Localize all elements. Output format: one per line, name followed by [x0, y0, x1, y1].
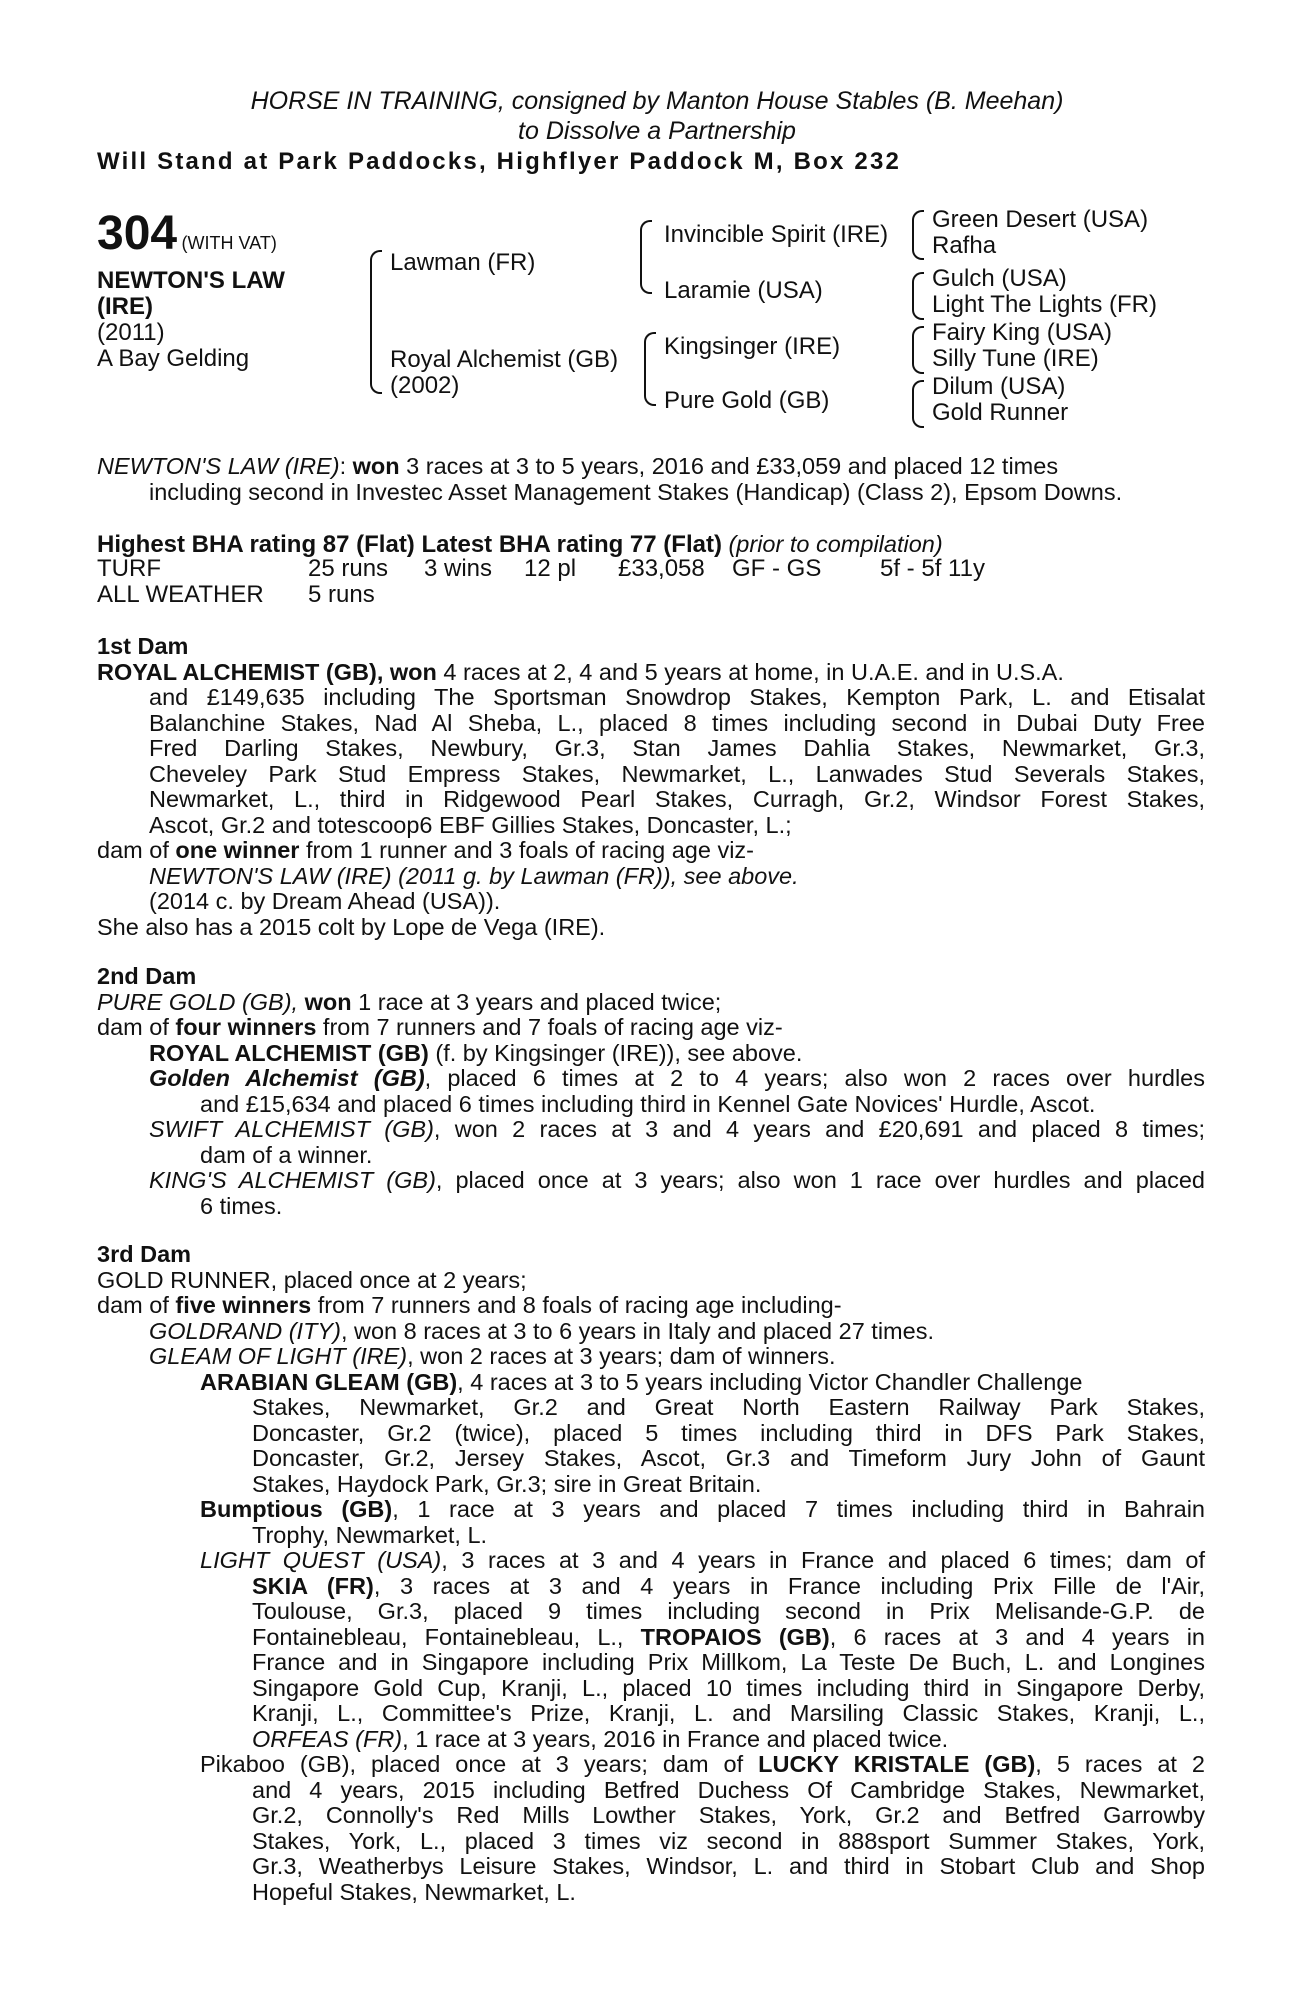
- turf-label: TURF: [97, 555, 161, 582]
- pedigree-brace-sire: [640, 220, 652, 294]
- third-dam-section: 3rd Dam GOLD RUNNER, placed once at 2 years; dam of five winners from 7 runners and 8 foals of racing age including- GOLDRAND (ITY), won 8 races at 3 to 6 years in Italy and placed 27 times. GLEAM OF LIGHT (IRE), won 2 races at 3 years; dam of winners. ARABIAN GLEAM (GB), 4 races at 3 to 5 years including Victor Chandler Challenge Stakes, Newmarket, Gr.2 and Great North Eastern Railway Park Stakes, Doncaster, Gr.2 (twice), placed 5 times including third in DFS Park Stakes, Doncaster, Gr.2, Jersey Stakes, Ascot, Gr.3 and Timeform Jury John of Gaunt Stakes, Haydock Park, Gr.3; sire in Great Britain. Bumptious (GB), 1 race at 3 years and placed 7 times including third in Bahrain Trophy, Newmarket, L. LIGHT QUEST (USA), 3 races at 3 and 4 years in France and placed 6 times; dam of SKIA (FR), 3 races at 3 and 4 years in France including Prix Fille de l'Air, Toulouse, Gr.3, placed 9 times including second in Prix Melisande-G.P. de Fontainebleau, Fontainebleau, L., TROPAIOS (GB), 6 races at 3 and 4 years in France and in Singapore including Prix Millkom, La Teste De Buch, L. and Longines Singapore Gold Cup, Kranji, L., placed 10 times including third in Singapore Derby, Kranji, L., Committee's Prize, Kranji, L. and Marsiling Classic Stakes, Kranji, L., ORFEAS (FR), 1 race at 3 years, 2016 in France and placed twice. Pikaboo (GB), placed once at 3 years; dam of LUCKY KRISTALE (GB), 5 races at 2 and 4 years, 2015 including Betfred Duchess Of Cambridge Stakes, Newmarket, Gr.2, Connolly's Red Mills Lowther Stakes, York, Gr.2 and Betfred Garrowby Stakes, York, L., placed 3 times viz second in 888sport Summer Stakes, York, Gr.3, Weatherbys Leisure Stakes, Windsor, L. and third in Stobart Club and Shop Hopeful Stakes, Newmarket, L.: [97, 1241, 1206, 1905]
- pedigree-g6: Silly Tune (IRE): [932, 345, 1099, 372]
- turf-wins: 3 wins: [424, 555, 493, 582]
- header-subtitle: to Dissolve a Partnership: [518, 117, 796, 145]
- pedigree-dam-sire: Kingsinger (IRE): [664, 333, 841, 360]
- turf-distance: 5f - 5f 11y: [880, 555, 985, 582]
- pedigree-dam: Royal Alchemist (GB): [390, 346, 619, 373]
- second-dam-section: 2nd Dam PURE GOLD (GB), won 1 race at 3 years and placed twice; dam of four winners from 7 runners and 7 foals of racing age viz- ROYAL ALCHEMIST (GB) (f. by Kingsinger (IRE)), see above. Golden Alchemist (GB), placed 6 times at 2 to 4 years; also won 2 races over hurdles and £15,634 and placed 6 times including third in Kennel Gate Novices' Hurdle, Ascot. SWIFT ALCHEMIST (GB), won 2 races at 3 and 4 years and £20,691 and placed 8 times; dam of a winner. KING'S ALCHEMIST (GB), placed once at 3 years; also won 1 race over hurdles and placed 6 times.: [97, 963, 1206, 1219]
- pedigree-brace-g2: [912, 272, 924, 320]
- race-summary: NEWTON'S LAW (IRE): won 3 races at 3 to 5 years, 2016 and £33,059 and placed 12 times including second in Investec Asset Management Stakes (Handicap) (Class 2), Epsom Downs.: [97, 453, 1123, 505]
- rating-headline: Highest BHA rating 87 (Flat) Latest BHA rating 77 (Flat): [97, 531, 722, 558]
- pedigree-g3: Gulch (USA): [932, 265, 1067, 292]
- turf-runs: 25 runs: [308, 555, 389, 582]
- second-dam-heading: 2nd Dam: [97, 963, 197, 989]
- pedigree-g8: Gold Runner: [932, 399, 1069, 426]
- pedigree-brace-main: [370, 250, 382, 394]
- lot-number-block: [97, 208, 277, 260]
- header-location: Will Stand at Park Paddocks, Highflyer Paddock M, Box 232: [97, 148, 902, 175]
- horse-year: (2011): [97, 319, 165, 346]
- third-dam-heading: 3rd Dam: [97, 1241, 192, 1267]
- pedigree-g7: Dilum (USA): [932, 373, 1066, 400]
- pedigree-brace-dam: [644, 332, 656, 406]
- turf-placed: 12 pl: [524, 555, 577, 582]
- rating-block: Highest BHA rating 87 (Flat) Latest BHA rating 77 (Flat) (prior to compilation): [97, 531, 943, 558]
- pedigree-dam-dam: Pure Gold (GB): [664, 387, 830, 414]
- header-consignor: HORSE IN TRAINING, consigned by Manton House Stables (B. Meehan): [250, 87, 1064, 115]
- pedigree-g5: Fairy King (USA): [932, 319, 1113, 346]
- first-dam-section: 1st Dam ROYAL ALCHEMIST (GB), won 4 races at 2, 4 and 5 years at home, in U.A.E. and in U.S.A. and £149,635 including The Sportsman Snowdrop Stakes, Kempton Park, L. and Etisalat Balanchine Stakes, Nad Al Sheba, L., placed 8 times including second in Dubai Duty Free Fred Darling Stakes, Newbury, Gr.3, Stan James Dahlia Stakes, Newmarket, Gr.3, Cheveley Park Stud Empress Stakes, Newmarket, L., Lanwades Stud Severals Stakes, Newmarket, L., third in Ridgewood Pearl Stakes, Curragh, Gr.2, Windsor Forest Stakes, Ascot, Gr.2 and totescoop6 EBF Gillies Stakes, Doncaster, L.; dam of one winner from 1 runner and 3 foals of racing age viz- NEWTON'S LAW (IRE) (2011 g. by Lawman (FR)), see above. (2014 c. by Dream Ahead (USA)). She also has a 2015 colt by Lope de Vega (IRE).: [97, 633, 1205, 940]
- pedigree-sire-dam: Laramie (USA): [664, 277, 823, 304]
- summary-name: NEWTON'S LAW (IRE): [97, 453, 340, 479]
- horse-name-2: (IRE): [97, 293, 153, 320]
- vat-note: (WITH VAT): [181, 233, 277, 253]
- pedigree-g2: Rafha: [932, 232, 997, 259]
- horse-name-1: NEWTON'S LAW: [97, 267, 285, 294]
- pedigree-g1: Green Desert (USA): [932, 206, 1149, 233]
- pedigree-brace-g4: [912, 380, 924, 428]
- pedigree-sire: Lawman (FR): [390, 249, 536, 276]
- pedigree-brace-g1: [912, 210, 924, 260]
- pedigree-brace-g3: [912, 326, 924, 374]
- aw-runs: 5 runs: [308, 581, 375, 608]
- pedigree-dam-year: (2002): [390, 372, 460, 399]
- pedigree-sire-sire: Invincible Spirit (IRE): [664, 221, 889, 248]
- horse-description: A Bay Gelding: [97, 345, 250, 372]
- turf-money: £33,058: [618, 555, 705, 582]
- aw-label: ALL WEATHER: [97, 581, 264, 608]
- first-dam-heading: 1st Dam: [97, 633, 189, 659]
- pedigree-g4: Light The Lights (FR): [932, 291, 1157, 318]
- turf-going: GF - GS: [732, 555, 822, 582]
- lot-number: 304: [97, 207, 178, 260]
